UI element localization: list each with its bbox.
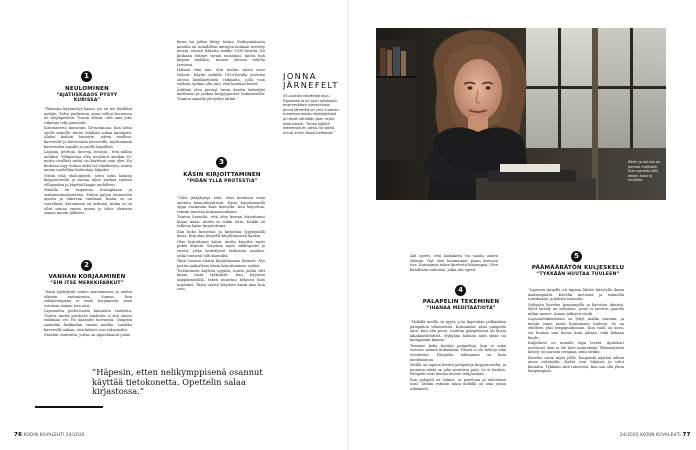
paragraph: Nykyään kävelen kaupungilla ja katselen ihmisiä. Hyvä kävely on sellainen, jossa ei tarvitse ajatella mihin menee. Annan jalkojen viedä. xyxy=(528,302,624,316)
section-2-body xyxy=(44,290,132,338)
paragraph: Kun koko kirjoittaa ja kirjoittaa lyijykynällä käsiä. Kirjoitan kirjeellä kirjoittamisen kautta. xyxy=(177,229,265,239)
paragraph: kivaa tai jotkin liittyy tarina. Esihtymäänava minulla on isoäidilleni mittojen mukaan teetetty musta, vinosti leikattu mekko 1930-luvulta. En koskaan ehtinyt tavata isoäitiäni, mutta kun käytän mekkoa, tunnen olevani todella tarvassa. xyxy=(177,40,265,67)
paragraph: Teemme koko kevään palapeleja, kun ei enää tarvitse mennä mihinkään. Niissä ei ole kelloja eikä tavoitteita. Palapelin tekeminen on kuin meditaatiota. xyxy=(410,343,506,362)
section-3-body xyxy=(177,196,265,352)
author-sidebar xyxy=(283,72,339,135)
paragraph: Kuljeskelu on minulle tapa levätä. Ajatukset asettuvat, kun ei ole kiire minnekään. Päämäärätön kävely on parasta terapiaa, mitä tiedän. xyxy=(528,340,624,355)
paragraph: Kävelen usein myös yöllä. Kaupunki näyttää silloin aivan erilaiselta. Kadut ovat hiljaisia ja valot kauniita. Tykkään siitä tunteesta, kun saa olla yksin kaupungissa. xyxy=(528,355,624,374)
column-2-continuation xyxy=(177,40,265,102)
paragraph: ”Mökillä meillä on pyytä, jota käytetään pelkästään palapelien tekemiseen. Kokoamme siinä palapelia aina. Kun olin pieni, isoäitini palapeleissä oli kuvia aikakauslehdistä. Nykyään kokoan niitä yksin tai kumppanin kanssa. xyxy=(410,320,506,343)
paragraph: ”Lapsena minulla oli tapana lähteä kävelylle ilman määränpäätä. Kävelin metsissä ja rannoilla tuntikausia ja keksin tarinoita. xyxy=(528,288,624,302)
paragraph: Lapsuuden perheessäni kuluneita vaatteita. Tuntui, mutta paritystä vaatteita ei sitä ennen vaikkaan ovi. Ne kaavaitti luovuutta. Ompelin saamilini farkkuihin omaan merkin. Laiskku kavereille saksin, että kekset ovat uiksemalta. xyxy=(44,309,132,332)
paragraph: Lapsuudenkodistani on lyhyt matka rantaan, ja menin sinne usein huutamaan tuuleen. Se on edelleen yksi lempipuuhistani. Kun tuuli on kova, voi huutaa niin kovaa kuin jaksaa, eikä kukaan kuule. xyxy=(528,317,624,340)
paragraph: Säästän vaatteitta, joissa on tapaelmanat joiain xyxy=(44,332,131,337)
paragraph: Kun palapeli on valmis, se puretaan ja aloitetaan uusi. Tämän rutiinin takia mökillä on aina jotain tekemistä. xyxy=(410,377,506,391)
paragraph: Lapasia, pelttoja, huiveja, tossuja... tein millon mitäkin. Villapaitoja olen neulonut ainakin 50, mutta itselläni niistä on käytössä vain yksi. En koskaan myy töitäni enkä tee tilauksesta, mutta annan mielelläni kudontaja lahjaksi. xyxy=(44,149,132,173)
page-number: 77 xyxy=(682,432,691,438)
paragraph: Minulla on taipumus tositaglaaan ja sentimentaalisuuteen. Puhun paljon menneistä ajoista ja takerrun vanhaan, koska se on turvallista. Kutominen on tärkeää, koska se on ollut samaa ennen minua ja tulee olemaan samaa minun jälkeeni.” xyxy=(44,188,132,216)
paragraph: Halaan elää niin, että tiedän, mistä asiat tulevat. Käytin mökillä 1950-luvulla peräisin olevaa käsikäyttöistä vatkainta, jolla voin vatkata sydämi alta niin, että kuulaan hernä. xyxy=(177,68,265,87)
paragraph: ”Saan tyydytystä uuden parsimisesta ja uuden elämän antamisesta. Suman, kun vähkävempänä ei enää korjaanteta vaan ostetaan saman tien uusi. xyxy=(44,290,132,308)
author-first-name: JONNA xyxy=(283,71,317,81)
pull-quote: ”Häpesin, etten nelikymppisenä osannut käyttää tietokonetta. Opettelin salaa kirjastossa.” xyxy=(92,367,263,397)
section-5-number: 5 xyxy=(571,251,582,262)
author-bio: 55-vuotias näyttelijä asuu Espoossa ja on juuri julkaissut ensimmäisen romaaninsa. Jonna Järnefelt on yksi Suomen tunnetuimmista näyttelijöistä ja hänet nähdään pian myös elokuvassa. ”Ilman käsillä tekemistä en jaksa. Se pitää minut kiinni tässä hetkessä.” xyxy=(283,94,339,135)
section-2-subheading: “EIN ITSE MERKKIFARKUT” xyxy=(50,281,124,286)
section-2-heading: VANHAN KORJAAMINEN xyxy=(48,274,126,280)
section-2-number: 2 xyxy=(81,260,92,271)
section-4-body xyxy=(410,320,506,424)
portrait-photo xyxy=(376,28,666,200)
folio-right xyxy=(620,432,691,438)
section-3-heading: KÄSIN KIRJOITTAMINEN xyxy=(183,172,261,178)
paragraph: ”Päässäni käynnistyy kaaos, jos en tee käsilläni mitään. Tuleo perheessä, jossa vellovi huonessa oli hityläpeeleiä. Tunsin silloin, että aina joka ruketaja teki puustöitä. xyxy=(44,107,132,125)
paragraph: Meillä on tapana kerätä palapeleja kirpputoreilta, ja monissa niistä on joku puuttuva pala. Se ei haittaa. Palapelit ovat kaunis muisto tekijöistään. xyxy=(410,362,506,377)
section-1-heading: NEULOMINEN xyxy=(65,86,109,92)
section-3-number: 3 xyxy=(216,157,227,168)
photo-caption: Käsin ja kaunis on Jonnan mielestä ihan parasta Jäsi kesän kotona muistiin. xyxy=(628,160,661,183)
section-4-heading: PALAPELIN TEKEMINEN xyxy=(422,299,500,305)
paragraph: Tänä vuonna aloitin kirjoittamaan hitaasti. Nyt pistän paikoilleen käsin kirjoittamisen vuoksi. xyxy=(177,258,265,268)
section-1-subheading: “AJATUSKAAOS PYSYY KURISSA” xyxy=(56,93,118,104)
paragraph: Yritän elää ekologisesti, joten ostin lankoja kirpputoreilta ja saatan myös purkaa vanhan villapaidan ja käyttää langat uudelleen. xyxy=(44,173,132,187)
paragraph: Äiditäni olen perinyt tavan kerätä tiskirättit kattilassa ja jaukaa korppujauhot hulmurreilla. Tunnen samalla yhteyden äitiini.” xyxy=(177,87,265,101)
right-col-1-intro xyxy=(410,254,498,273)
pull-quote-rule xyxy=(35,406,103,408)
paragraph: ”Olen järkyttynyt siitä, ettei koulussa enää opeteta kaunokirjoitusta. Käsin kirjoittamalla oppii enemmän kuin koneella. Kun kirjoittaa, tekstin muistaa kokonaisuuksina. xyxy=(177,196,265,214)
section-5-heading: PÄÄMÄÄRÄTÖN KULJESKELU xyxy=(531,265,625,271)
folio-left xyxy=(14,432,85,438)
section-3-subheading: “PIDÄN YLLÄ PROTESTIA” xyxy=(186,179,258,184)
portrait-illustration xyxy=(376,28,666,200)
section-1-body xyxy=(44,107,132,217)
paragraph: Tietokoneen käyttöä oppitin, mutta pidän silti kiinni tästä tärkeästä. Kun kirjoitan näppäimistöllä, teksti muuttuu helposti liian nopeaksi. Tästä syystä kirjoitan käsin aina kun voin. xyxy=(177,268,265,292)
paragraph: Äiti opetti, että lankakerä voi saada uuden elämän. Nyt olen huomannut pojan kutovan itse. Kutominen tekee kiireestä hitaampaa. Olen kiitollinen taidoista, jotka äiti opetti. xyxy=(410,254,499,272)
paragraph: Kutomiseeta innostuin 14-vuotiaana, kun äitini opetti minulle, miten tehdään sukan kantapää. Alakoi kudoin harjoitte, sitten itselleni, kavereille ja kavereiden kavereille, myöhemmin kavereiden lapsille ja omille lapsilleni. xyxy=(44,126,132,149)
page-number: 76 xyxy=(14,432,23,438)
magazine-issue: KODIN KUVALEHTI 24/2020 xyxy=(23,432,85,437)
paragraph: Olen kirjoittanut käsin, mutta kirjoitin myös pitkiä kirjeitä. Kirjoitan myös sähköpostit ja viestit, jotka keskittyvät tärkeisiin asioihin, jotka tuntuvat silti kauniilta. xyxy=(177,239,265,258)
section-5-subheading: “TYKKÄÄN HUUTAA TUULEEN” xyxy=(536,272,620,277)
author-last-name: JÄRNEFELT xyxy=(283,80,339,90)
paragraph: Tuntuu hassulta, että olen kerran kirjoittanut kirjan käsin, mutta se onkin totta. Kaikki on tallessa käsin kirjoitettuna. xyxy=(177,215,265,229)
section-1-number: 1 xyxy=(81,71,92,82)
section-5-body xyxy=(528,288,624,426)
magazine-issue: 24/2020 KODIN KUVALEHTI xyxy=(620,432,681,437)
section-4-number: 4 xyxy=(455,285,466,296)
section-4-subheading: “IHANAA MEDITAATIOTA” xyxy=(426,306,496,311)
